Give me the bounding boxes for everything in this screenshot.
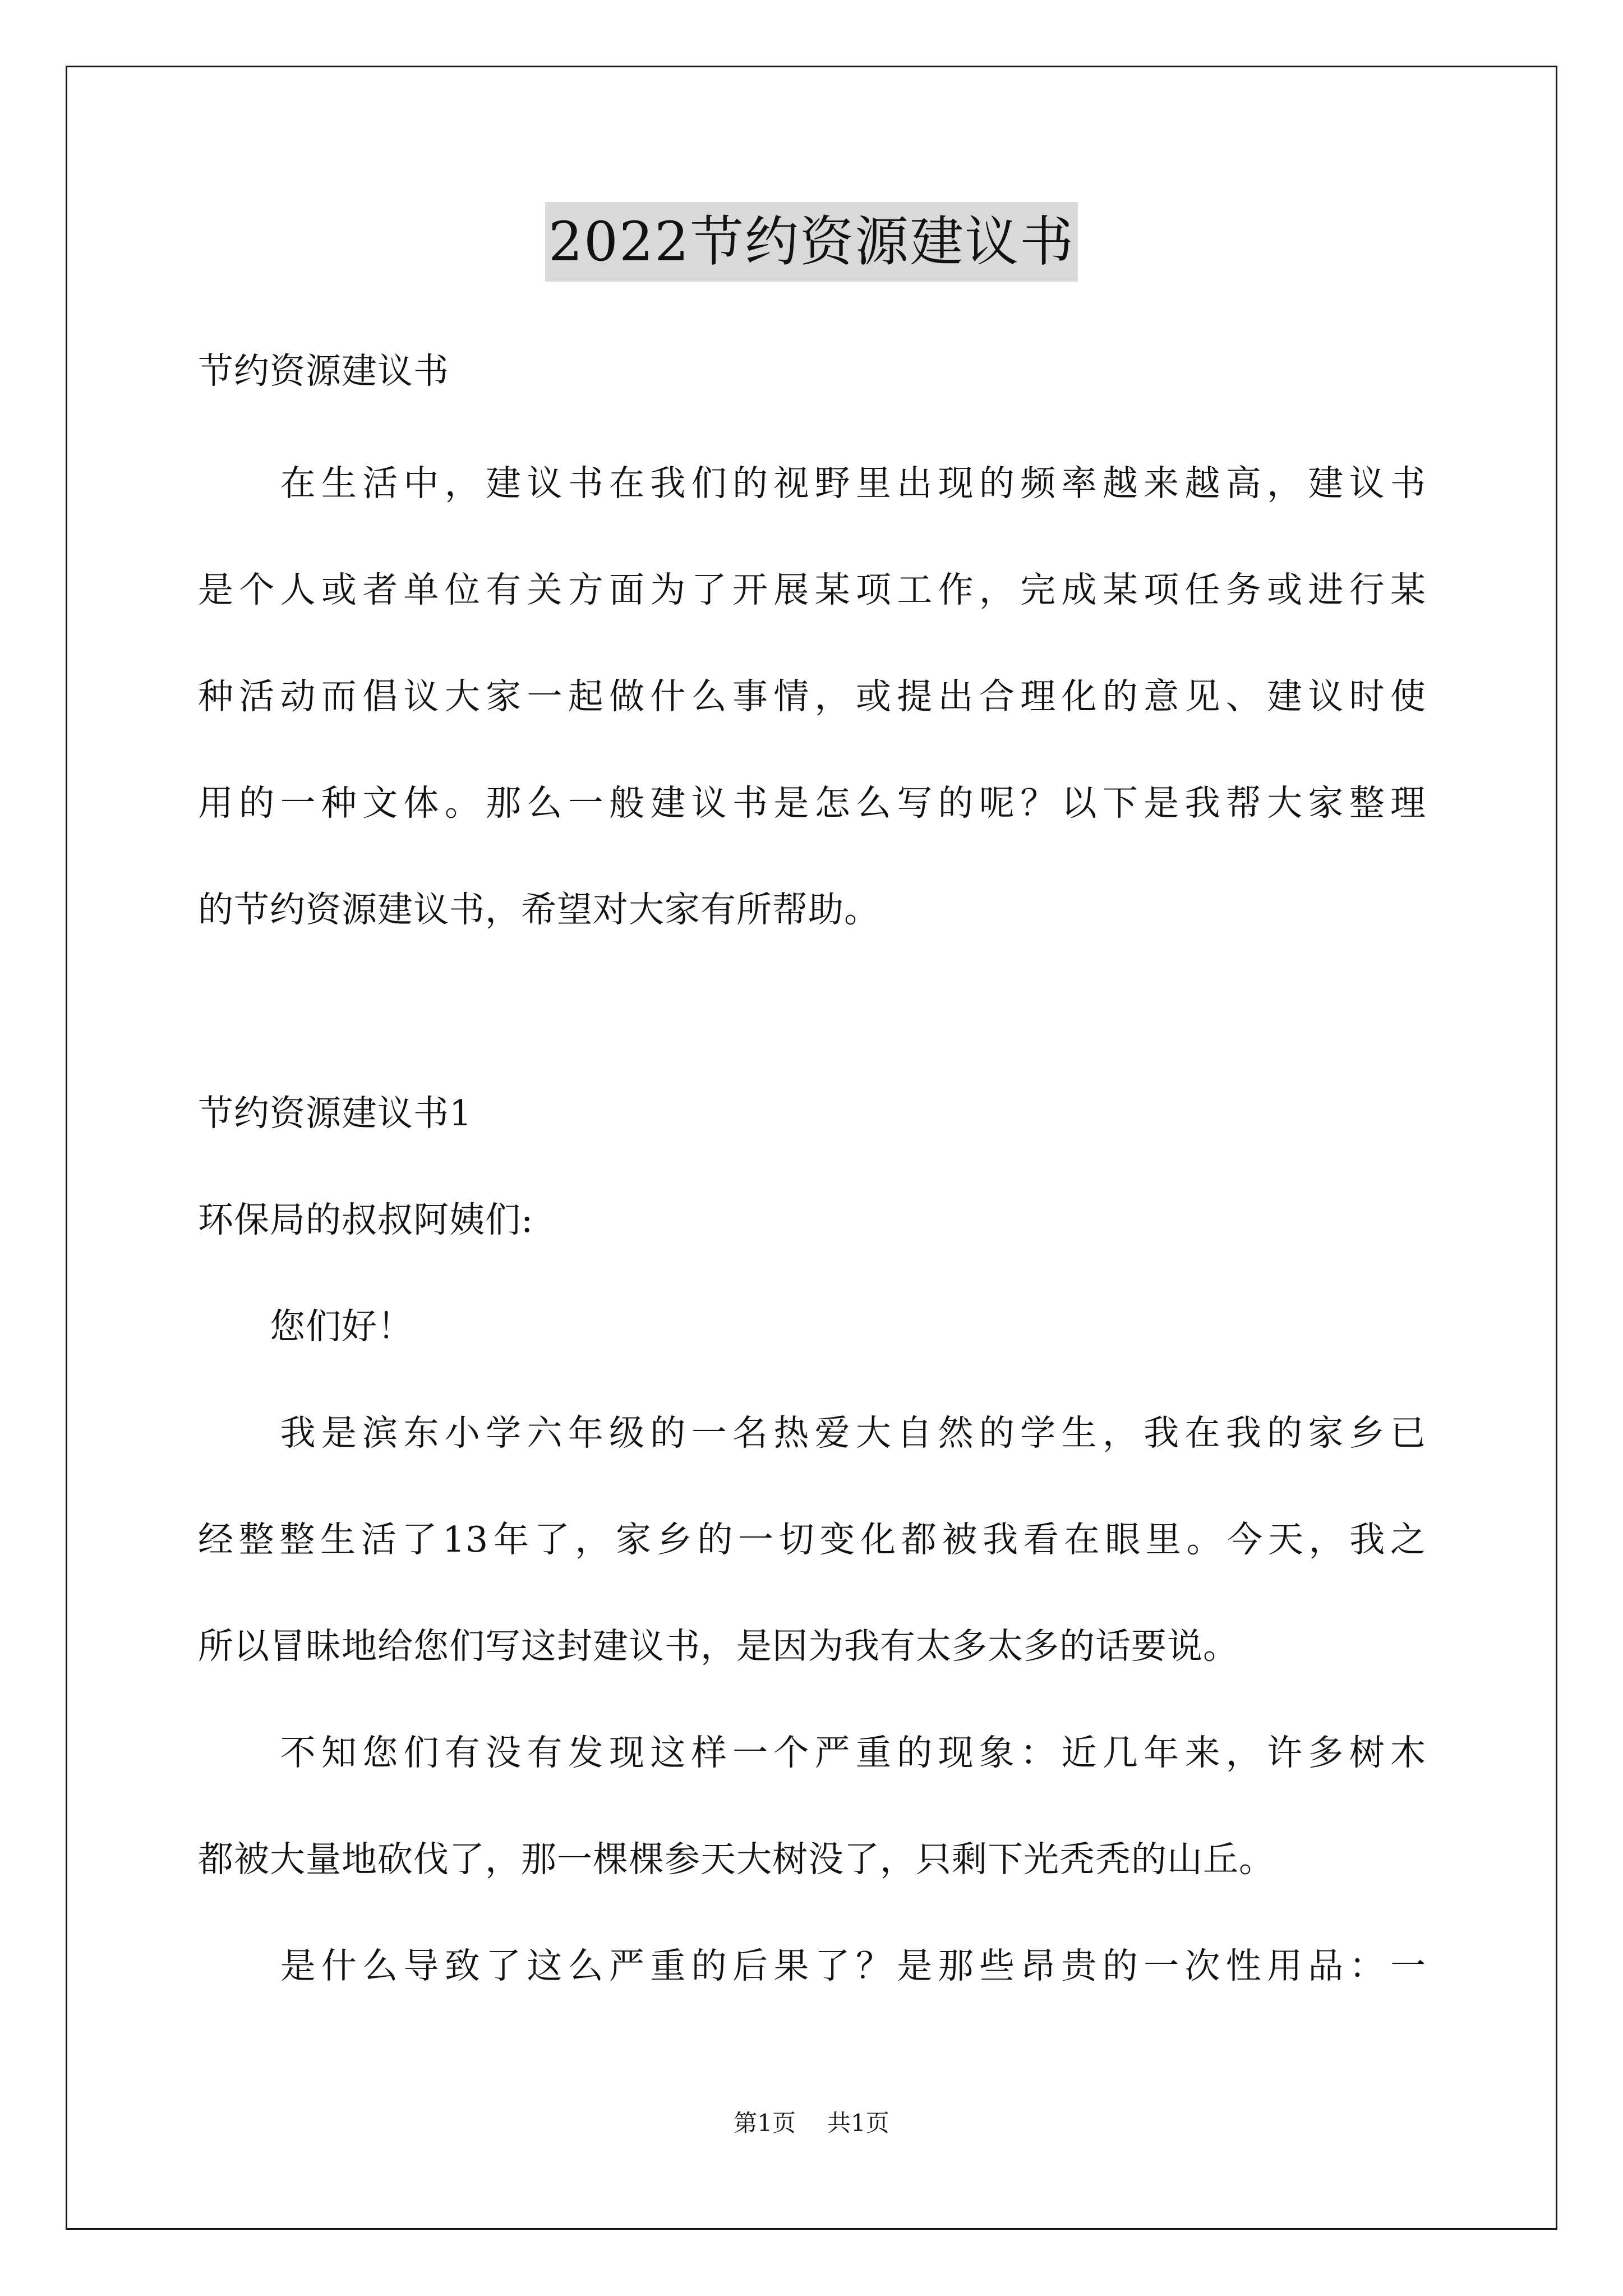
paragraph-line: 都被大量地砍伐了，那一棵棵参天大树没了，只剩下光秃秃的山丘。 xyxy=(198,1839,1275,1880)
paragraph-line: 我是滨东小学六年级的一名热爱大自然的学生，我在我的家乡已 xyxy=(198,1412,1426,1453)
paragraph-line: 是什么导致了这么严重的后果了？是那些昂贵的一次性用品：一 xyxy=(198,1945,1426,1986)
greeting: 您们好！ xyxy=(198,1306,413,1347)
paragraph-line: 在生活中，建议书在我们的视野里出现的频率越来越高，建议书 xyxy=(198,463,1426,504)
section-heading: 节约资源建议书1 xyxy=(198,1093,473,1134)
paragraph-line: 种活动而倡议大家一起做什么事情，或提出合理化的意见、建议时使 xyxy=(198,676,1426,717)
title-container xyxy=(0,202,1623,282)
salutation: 环保局的叔叔阿姨们: xyxy=(198,1199,534,1240)
paragraph-line: 的节约资源建议书，希望对大家有所帮助。 xyxy=(198,889,880,930)
paragraph-line: 经整整生活了13年了，家乡的一切变化都被我看在眼里。今天，我之 xyxy=(198,1519,1426,1560)
paragraph-line: 不知您们有没有发现这样一个严重的现象：近几年来，许多树木 xyxy=(198,1732,1426,1773)
paragraph-line: 用的一种文体。那么一般建议书是怎么写的呢？以下是我帮大家整理 xyxy=(198,783,1426,823)
page-total: 共1页 xyxy=(827,2109,889,2137)
page-number: 第1页 xyxy=(734,2109,796,2137)
document-title: 2022节约资源建议书 xyxy=(545,202,1078,282)
paragraph-line: 所以冒昧地给您们写这封建议书，是因为我有太多太多的话要说。 xyxy=(198,1626,1239,1667)
paragraph-line: 是个人或者单位有关方面为了开展某项工作，完成某项任务或进行某 xyxy=(198,569,1426,610)
page-footer xyxy=(0,2106,1623,2140)
section-heading: 节约资源建议书 xyxy=(198,351,449,392)
